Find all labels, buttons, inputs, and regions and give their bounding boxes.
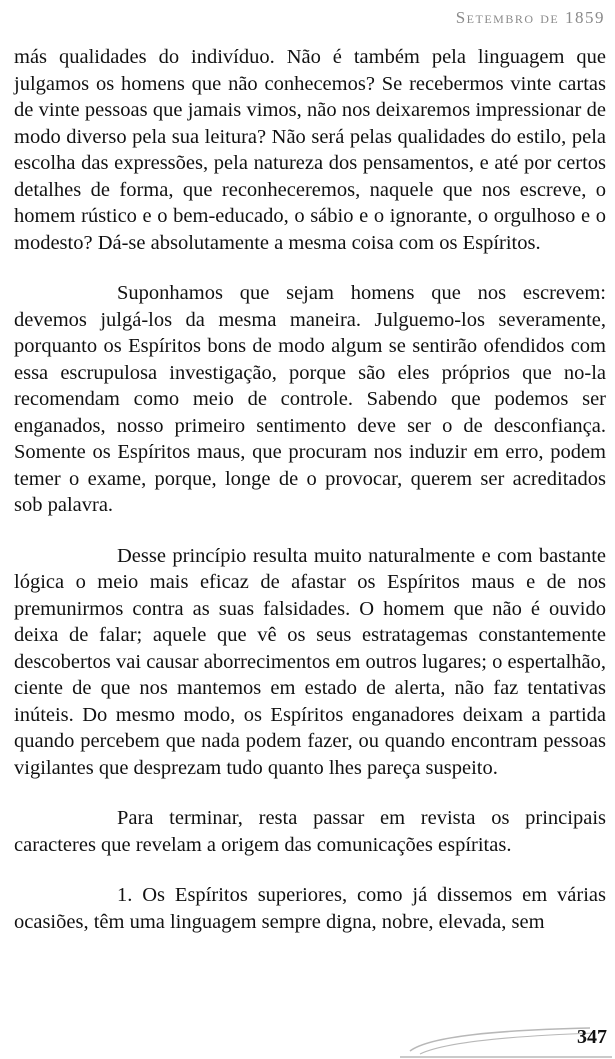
page-number: 347 (577, 1026, 607, 1048)
page-footer (0, 1018, 615, 1059)
paragraph-1: más qualidades do indivíduo. Não é também pela linguagem que julgamos os homens que não conhecemos? Se recebermos vinte cartas de vinte pessoas que jamais vimos, não nos deixaremos impressionar de modo diverso pela sua leitura? Não será pelas qualidades do estilo, pela escolha das expressões, pela natureza dos pensamentos, e até por certos detalhes de forma, que reconheceremos, naquele que nos escreve, o homem rústico e o bem-educado, o sábio e o ignorante, o orgulhoso e o modesto? Dá-se absolutamente a mesma coisa com os Espíritos. (14, 46, 606, 254)
paragraph-2: Suponhamos que sejam homens que nos escrevem: devemos julgá-los da mesma maneira. Julguemo-los severamente, porquanto os Espíritos bons de modo algum se sentirão ofendidos com essa escrupulosa investigação, porque são eles próprios que no-la recomendam como meio de controle. Sabendo que podemos ser enganados, nosso primeiro sentimento deve ser o de desconfiança. Somente os Espíritos maus, que procuram nos induzir em erro, podem temer o exame, porque, longe de o provocar, querem ser acreditados sob palavra. (14, 282, 606, 516)
paragraph-4: Para terminar, resta passar em revista os principais caracteres que revelam a origem das comunicações espíritas. (14, 807, 606, 856)
paragraph-5: 1. Os Espíritos superiores, como já dissemos em várias ocasiões, têm uma linguagem sempre digna, nobre, elevada, sem (14, 884, 606, 933)
paragraph-3: Desse princípio resulta muito naturalmente e com bastante lógica o meio mais eficaz de afastar os Espíritos maus e de nos premunirmos contra as suas falsidades. O homem que não é ouvido deixa de falar; aquele que vê os seus estratagemas constantemente descobertos vai causar aborrecimentos em outros lugares; o espertalhão, ciente de que nos mantemos em estado de alerta, não faz tentativas inúteis. Do mesmo modo, os Espíritos enganadores deixam a partida quando percebem que nada podem fazer, ou quando encontram pessoas vigilantes que desprezam tudo quanto lhes pareça suspeito. (14, 544, 606, 779)
running-header: Setembro de 1859 (455, 8, 605, 27)
swoosh-ornament-icon (0, 1018, 615, 1059)
body-text (14, 44, 606, 959)
